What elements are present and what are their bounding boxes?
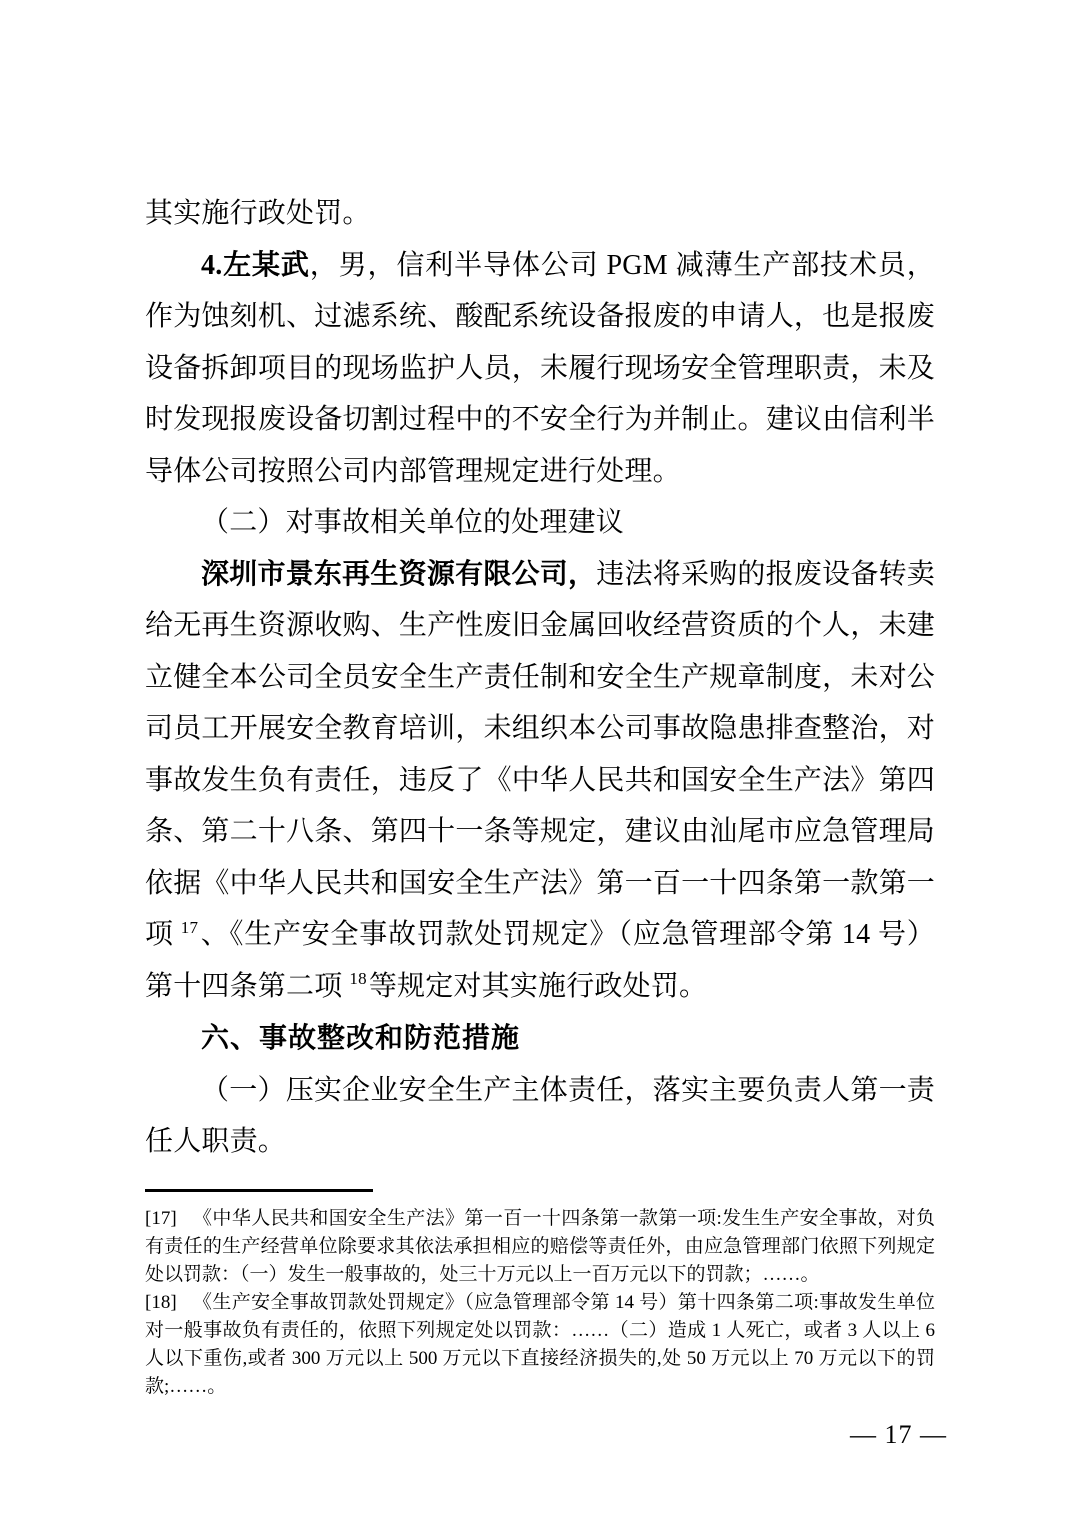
text-run: 、《生产安全事故罚款处罚规定》（应急管理部令第 14 号）第十四条第二项: [145, 919, 935, 1002]
footnote-marker: [18]: [145, 1291, 177, 1313]
bold-text-run: 深圳市景东再生资源有限公司，: [201, 558, 597, 590]
page-content: [145, 188, 935, 1401]
paragraph: [145, 188, 935, 240]
section-heading: [145, 1012, 935, 1065]
text-run: （一）压实企业安全生产主体责任，落实主要负责人第一责任人职责。: [145, 1074, 935, 1157]
text-run: 等规定对其实施行政处罚。: [368, 970, 708, 1002]
footnote-text: 《生产安全事故罚款处罚规定》（应急管理部令第 14 号）第十四条第二项:事故发生单位对一般事故负有责任的，依照下列规定处以罚款：……（二）造成 1 人死亡，或者 3 人以上 6 人以下重伤,或者 300 万元以上 500 万元以下直接经济损失的,处 50 万元以上 70 万元以下的罚款;……。: [145, 1291, 935, 1397]
text-run: 其实施行政处罚。: [145, 198, 371, 229]
footnote-text: 《中华人民共和国安全生产法》第一百一十四条第一款第一项:发生生产安全事故，对负有责任的生产经营单位除要求其依法承担相应的赔偿等责任外，由应急管理部门依照下列规定处以罚款：（一）发生一般事故的，处三十万元以上一百万元以下的罚款；……。: [145, 1207, 935, 1285]
text-run: （二）对事故相关单位的处理建议: [201, 507, 625, 538]
footnotes-list: [145, 1205, 935, 1401]
footnote-separator: [145, 1189, 373, 1192]
footnote-reference: 18: [349, 969, 367, 989]
paragraph: [145, 497, 935, 549]
text-run: 违法将采购的报废设备转卖给无再生资源收购、生产性废旧金属回收经营资质的个人，未建立健全本公司全员安全生产责任制和安全生产规章制度，未对公司员工开展安全教育培训，未组织本公司事故隐患排查整治，对事故发生负有责任，违反了《中华人民共和国安全生产法》第四条、第二十八条、第四十一条等规定，建议由汕尾市应急管理局依据《中华人民共和国安全生产法》第一百一十四条第一款第一项: [145, 558, 935, 950]
text-run: ，男，信利半导体公司 PGM 减薄生产部技术员，作为蚀刻机、过滤系统、酸配系统设备报废的申请人，也是报废设备拆卸项目的现场监护人员，未履行现场安全管理职责，未及时发现报废设备切割过程中的不安全行为并制止。建议由信利半导体公司按照公司内部管理规定进行处理。: [145, 249, 935, 487]
paragraph: [145, 240, 935, 498]
footnote-reference: 17: [180, 917, 199, 937]
body-text: [145, 188, 935, 1168]
bold-text-run: 4.左某武: [201, 249, 310, 281]
footnote-marker: [17]: [145, 1207, 177, 1229]
page-number: — 17 —: [850, 1420, 947, 1449]
bold-text-run: 六、事故整改和防范措施: [201, 1022, 521, 1053]
footnotes-section: [145, 1189, 935, 1401]
paragraph: [145, 1065, 935, 1168]
footnote: [145, 1289, 935, 1401]
footnote: [145, 1205, 935, 1289]
paragraph: [145, 549, 935, 1013]
